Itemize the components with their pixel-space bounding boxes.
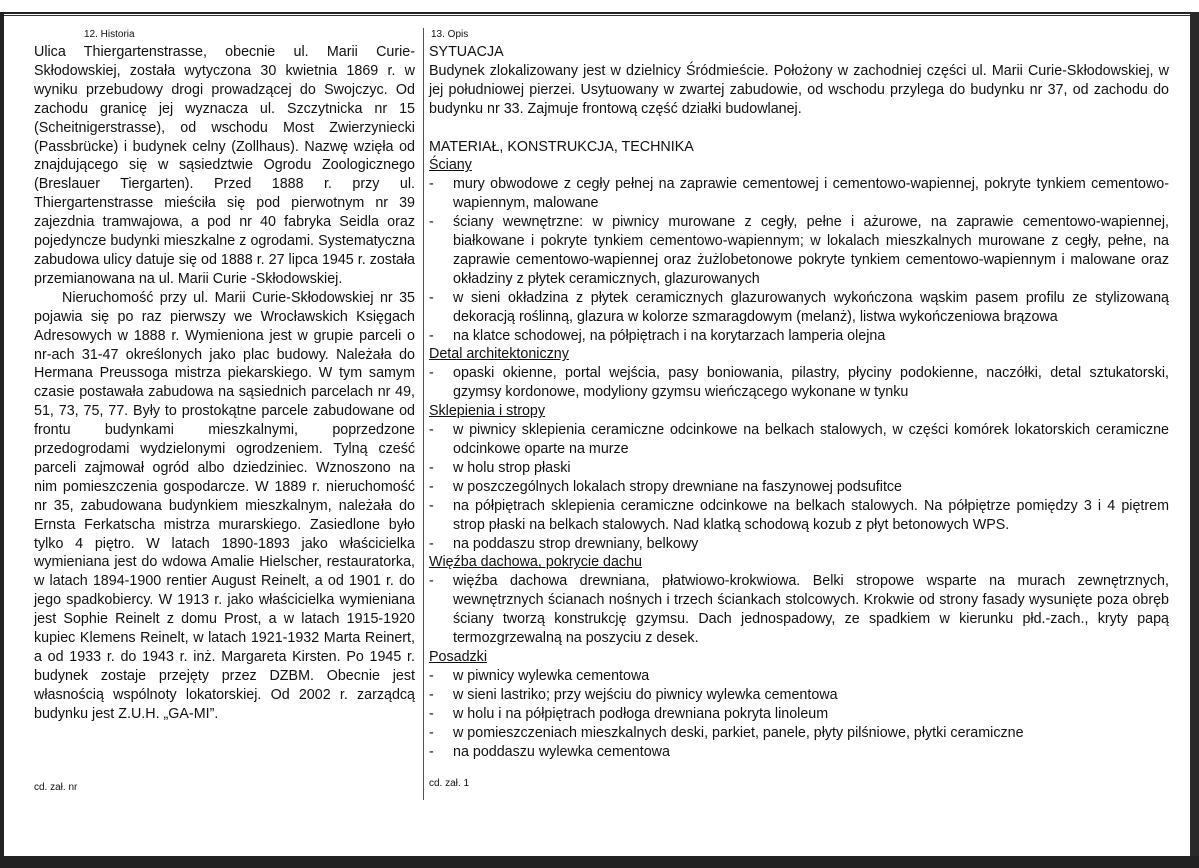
dash-marker: - [429, 214, 434, 231]
history-column [34, 29, 415, 724]
dash-marker: - [429, 327, 434, 344]
history-header: 12. Historia [84, 29, 135, 40]
scan-bottom-edge [0, 856, 1199, 868]
dash-marker: - [429, 573, 434, 590]
section-list [429, 421, 1169, 553]
scan-right-edge [1190, 12, 1199, 856]
description-footer: cd. zał. 1 [429, 778, 470, 789]
list-item: - w holu strop płaski [429, 459, 571, 476]
dash-marker: - [429, 667, 434, 684]
list-item: - na poddaszu strop drewniany, belkowy [429, 535, 699, 552]
dash-marker: - [429, 724, 434, 741]
section-title: Sklepienia i stropy [429, 403, 546, 420]
dash-marker: - [429, 535, 434, 552]
history-paragraph-1: Ulica Thiergartenstrasse, obecnie ul. Marii Curie-Skłodowskiej, została wytyczona 30 kwietnia 1869 r. w wyniku przebudowy drogi prowadzącej do Swojczyc. Od zachodu granicę jej wyznacza ul. Szczytnicka nr 15 (Scheitnigerstrasse), od wschodu Most Zwierzyniecki (Passbrücke) i budynek celny (Zollhaus). Nazwę wzięła od znajdującego się w sąsiedztwie Ogrodu Zoologicznego (Breslauer Tiergarten). Przed 1888 r. przy ul. Thiergartenstrasse mieściła się pod pierwotnym nr 39 zajezdnia tramwajowa, a pod nr 40 fabryka Seidla oraz pojedyncze budynki mieszkalne z ogrodami. Systematyczna zabudowa ulicy datuje się od 1888 r. 27 lipca 1945 r. została przemianowana na ul. Marii Curie -Skłodowskiej. [34, 44, 415, 287]
list-item: - więźba dachowa drewniana, płatwiowo-krokwiowa. Belki stropowe wsparte na murach zewnętrznych, wewnętrznych ścianach nośnych i trzech ściankach stolcowych. Krokwie od strony fasady wysunięte poza obręb ściany tworzą konstrukcję gzymsu. Dach jednospadowy, ze spadkiem w kierunku płd.-zach., kryty papą termozgrzewalną na poszyciu z desek. [429, 573, 1169, 647]
list-item: - opaski okienne, portal wejścia, pasy boniowania, pilastry, płyciny podokienne, naczółki, detal sztukatorski, gzymsy kordonowe, modyliony gzymsu wieńczącego wykonane w tynku [429, 365, 1169, 401]
dash-marker: - [429, 705, 434, 722]
list-item: - na poddaszu wylewka cementowa [429, 743, 670, 760]
list-item: - w sieni okładzina z płytek ceramicznych glazurowanych wykończona wąskim pasem profilu ze stylizowaną dekoracją roślinną, glazura w kolorze szmaragdowym (melanż), listwa wykończeniowa brązowa [429, 289, 1169, 325]
section-list [429, 175, 1169, 345]
material-heading: MATERIAŁ, KONSTRUKCJA, TECHNIKA [429, 138, 694, 155]
column-divider [423, 28, 424, 800]
list-item: - mury obwodowe z cegły pełnej na zaprawie cementowej i cementowo-wapiennej, pokryte tynkiem cementowo-wapiennym, malowane [429, 176, 1169, 212]
section-architectural-detail [429, 345, 1169, 402]
dash-marker: - [429, 289, 434, 306]
dash-marker: - [429, 176, 434, 193]
section-title: Posadzki [429, 648, 488, 665]
list-item: - w holu i na półpiętrach podłoga drewniana pokryta linoleum [429, 705, 829, 722]
section-title: Więźba dachowa, pokrycie dachu [429, 554, 642, 571]
dash-marker: - [429, 422, 434, 439]
section-floors [429, 648, 1169, 761]
history-paragraph-2: Nieruchomość przy ul. Marii Curie-Skłodowskiej nr 35 pojawia się po raz pierwszy we Wrocławskich Księgach Adresowych w 1888 r. Wymieniona jest w grupie parceli o nr-ach 31-47 określonych jako plac budowy. Należała do Hermana Preussoga mistrza piekarskiego. W tym samym czasie postawała zabudowa na sąsiednich parcelach nr 49, 51, 73, 75, 77. Były to prostokątne parcele zabudowane od frontu budynkami mieszkalnymi, poprzedzone przedogrodami wydzielonymi ogrodzeniem. Tylną cześć parceli zajmował ogród albo dziedziniec. Wznoszono na nim pomieszczenia gospodarcze. W 1889 r. nieruchomość nr 35, zabudowana budynkiem mieszkalnym, należała do Ernsta Ferkatscha mistrza murarskiego. Zasiedlone było tylko 4 piętro. W latach 1890-1893 jako właścicielka wymieniana jest do wdowa Amalie Hielscher, restauratorka, w latach 1894-1900 rentier August Reinelt, a od 1901 r. do jego spadkobiercy. W 1913 r. jako właścicielka wymieniana jest Sophie Reinelt z domu Prost, a w latach 1915-1920 kupiec Klemens Reinelt, w latach 1921-1932 Marta Reinert, a od 1933 r. do 1943 r. inż. Margareta Kirsten. Po 1945 r. budynek zostaje przejęty przez DZBM. Obecnie jest własnością wspólnoty lokatorskiej. Od 2002 r. zarządcą budynku jest Z.U.H. „GA-MI”. [34, 289, 415, 722]
description-column [429, 29, 1169, 761]
dash-marker: - [429, 497, 434, 514]
list-item: - ściany wewnętrzne: w piwnicy murowane z cegły, pełne i ażurowe, na zaprawie cementowo-wapiennej, białkowane i pokryte tynkiem cementowo-wapiennym; w lokalach mieszkalnych murowane z cegły, pełne, na zaprawie cementowo-wapiennej oraz żużlobetonowe pokryte tynkiem cementowo-wapiennym i malowane oraz okładziny z płytek ceramicznych, glazurowanych [429, 214, 1169, 287]
list-item: - w piwnicy sklepienia ceramiczne odcinkowe na belkach stalowych, w części komórek lokatorskich ceramiczne odcinkowe oparte na murze [429, 422, 1169, 458]
situation-heading: SYTUACJA [429, 44, 504, 60]
section-vaults-ceilings [429, 402, 1169, 553]
dash-marker: - [429, 459, 434, 476]
dash-marker: - [429, 365, 434, 382]
dash-marker: - [429, 478, 434, 495]
dash-marker: - [429, 686, 434, 703]
section-list [429, 667, 1169, 762]
list-item: - w poszczególnych lokalach stropy drewniane na faszynowej podsufitce [429, 478, 903, 495]
dash-marker: - [429, 743, 434, 760]
top-rule [4, 15, 1190, 16]
list-item: - na półpiętrach sklepienia ceramiczne odcinkowe na belkach stalowych. Na półpiętrze pomiędzy 3 i 4 piętrem strop płaski na belkach stalowych. Nad klatką schodową kozub z płyt betonowych WPS. [429, 497, 1169, 533]
list-item: - w sieni lastriko; przy wejściu do piwnicy wylewka cementowa [429, 686, 838, 703]
section-list [429, 364, 1169, 402]
section-title: Detal architektoniczny [429, 346, 569, 363]
section-title: Ściany [429, 157, 472, 174]
section-roof-structure [429, 553, 1169, 648]
list-item: - w pomieszczeniach mieszkalnych deski, parkiet, panele, płyty pilśniowe, płytki ceramiczne [429, 724, 1024, 741]
section-walls [429, 156, 1169, 345]
section-list [429, 572, 1169, 648]
spacer [429, 119, 1169, 138]
list-item: - w piwnicy wylewka cementowa [429, 667, 650, 684]
description-header: 13. Opis [431, 29, 469, 40]
list-item: - na klatce schodowej, na półpiętrach i na korytarzach lamperia olejna [429, 327, 886, 344]
scan-top-edge [0, 0, 1199, 14]
situation-text: Budynek zlokalizowany jest w dzielnicy Śródmieście. Położony w zachodniej części ul. Marii Curie-Skłodowskiej, w jej południowej pierzei. Usytuowany w zwartej zabudowie, od wschodu przylega do budynku nr 37, od zachodu do budynku nr 33. Zajmuje frontową część działki budowlanej. [429, 62, 1169, 117]
history-footer: cd. zał. nr [34, 782, 78, 793]
scan-left-edge [0, 12, 4, 856]
